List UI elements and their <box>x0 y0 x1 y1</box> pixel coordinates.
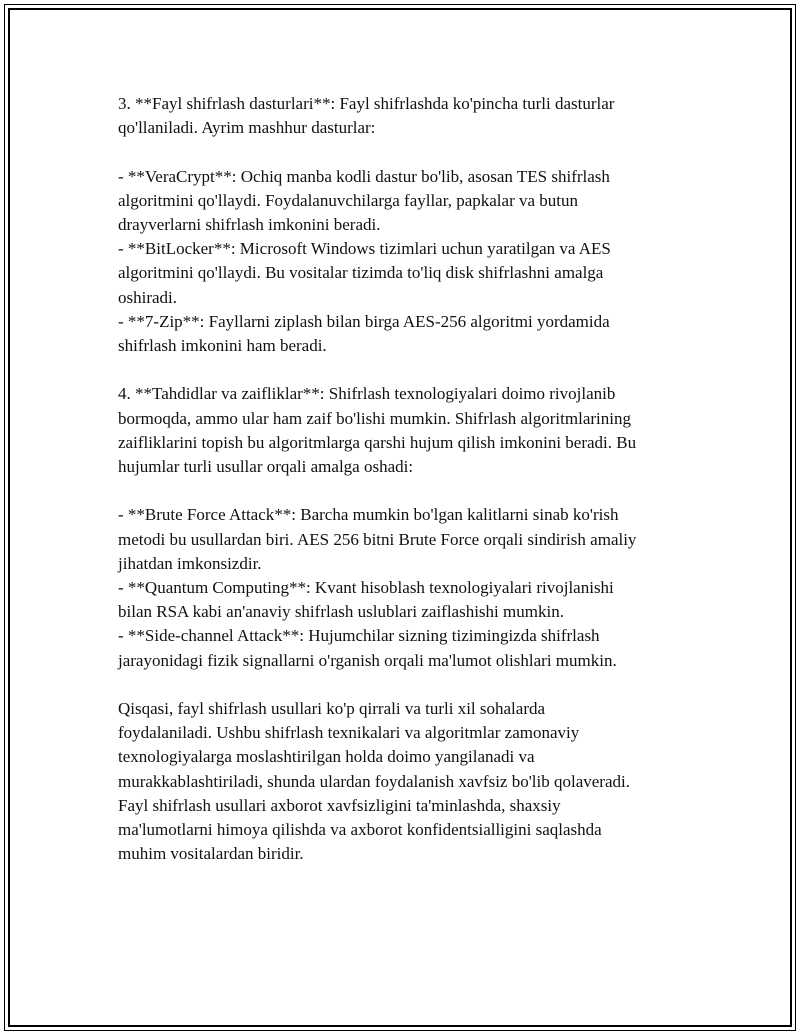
spacer <box>118 673 698 697</box>
list-item-quantum: - **Quantum Computing**: Kvant hisoblash texnologiyalari rivojlanishi bilan RSA kabi an'anaviy shifrlash uslublari zaiflashishi mumkin. <box>118 578 614 622</box>
spacer <box>118 140 698 164</box>
section-4-intro: 4. **Tahdidlar va zaifliklar**: Shifrlash texnologiyalari doimo rivojlanib bormoqda, ammo ular ham zaif bo'lishi mumkin. Shifrlash algoritmlarining zaifliklarini topish bu algoritmlarga qarshi hujum qilish imkonini beradi. Bu hujumlar turli usullar orqali amalga oshadi: <box>118 384 637 477</box>
list-item-brute-force: - **Brute Force Attack**: Barcha mumkin bo'lgan kalitlarni sinab ko'rish metodi bu usullardan biri. AES 256 bitni Brute Force orqali sindirish amaliy jihatdan imkonsizdir. <box>118 505 637 573</box>
list-item-veracrypt: - **VeraCrypt**: Ochiq manba kodli dastur bo'lib, asosan TES shifrlash algoritmini qo'llaydi. Foydalanuvchilarga fayllar, papkalar va butun drayverlarni shifrlash imkonini beradi. <box>118 166 610 234</box>
conclusion-paragraph: Qisqasi, fayl shifrlash usullari ko'p qirrali va turli xil sohalarda foydalaniladi. Ushbu shifrlash texnikalari va algoritmlar zamonaviy texnologiyalarga moslashtirilgan holda doimo yangilanadi va murakkablashtiriladi, shunda ulardan foydalanish xavfsiz bo'lib qolaveradi. Fayl shifrlash usullari axborot xavfsizligini ta'minlashda, shaxsiy ma'lumotlarni himoya qilishda va axborot konfidentsialligini saqlashda muhim vositalardan biridir. <box>118 699 630 864</box>
spacer <box>118 479 698 503</box>
spacer <box>118 358 698 382</box>
list-item-bitlocker: - **BitLocker**: Microsoft Windows tizimlari uchun yaratilgan va AES algoritmini qo'llaydi. Bu vositalar tizimda to'liq disk shifrlashni amalga oshiradi. <box>118 239 611 307</box>
section-3-intro: 3. **Fayl shifrlash dasturlari**: Fayl shifrlashda ko'pincha turli dasturlar qo'llaniladi. Ayrim mashhur dasturlar: <box>118 94 615 138</box>
list-item-side-channel: - **Side-channel Attack**: Hujumchilar sizning tizimingizda shifrlash jarayonidagi fizik signallarni o'rganish orqali ma'lumot olishlari mumkin. <box>118 626 617 670</box>
document-body <box>118 92 698 866</box>
list-item-7zip: - **7-Zip**: Fayllarni ziplash bilan birga AES-256 algoritmi yordamida shifrlash imkonini ham beradi. <box>118 311 610 356</box>
